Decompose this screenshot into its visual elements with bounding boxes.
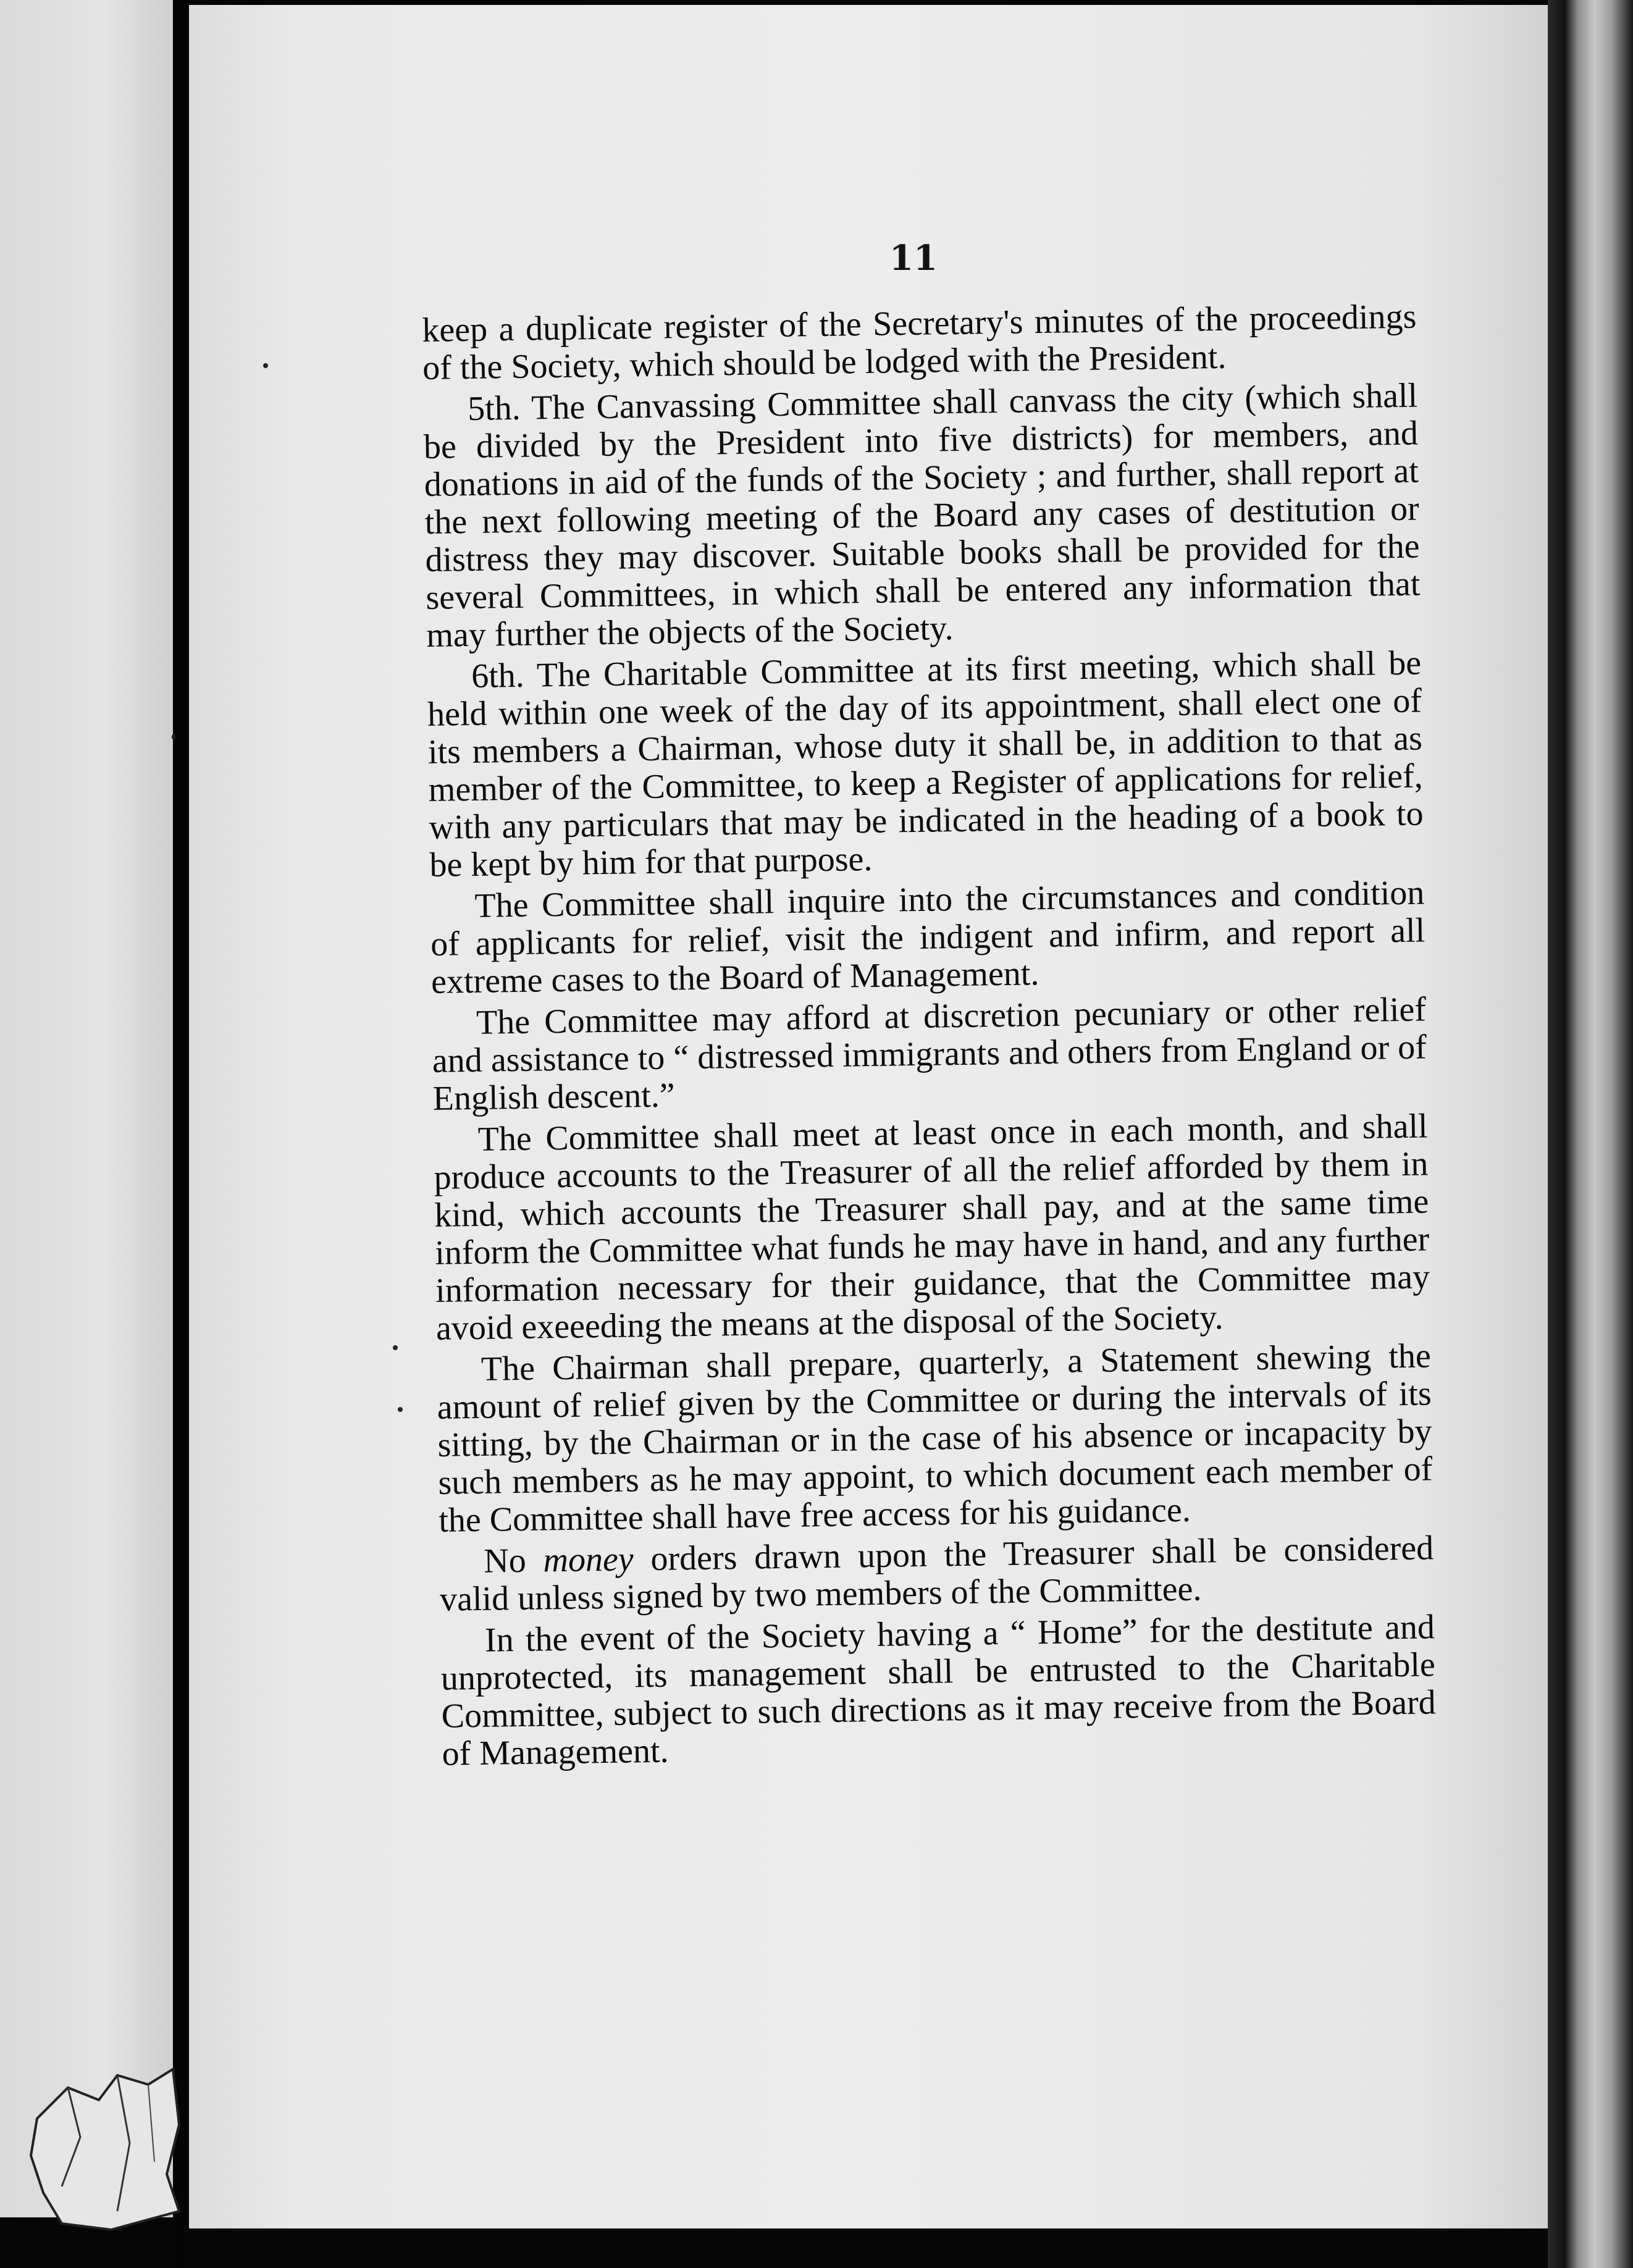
ink-speck xyxy=(398,1407,403,1412)
paragraph xyxy=(439,1529,1435,1618)
paragraph: keep a duplicate register of the Secretary's minutes of the proceedings of the Society, which should be lodged with the President. xyxy=(421,297,1417,387)
paragraph: The Committee shall inquire into the circumstances and condition of applicants for relief, visit the indigent and infirm, and report all extreme cases to the Board of Management. xyxy=(430,873,1425,1001)
paragraph: The Committee shall meet at least once in each month, and shall produce accounts to the Treasurer of all the relief afforded by them in kind, which accounts the Treasurer shall pay, and at the same time inform the Committee what funds he may have in hand, and any further information necessary for their guidance, that the Committee may avoid exeeeding the means at the disposal of the Society. xyxy=(434,1107,1430,1348)
paragraph: The Committee may afford at discretion pecuniary or other relief and assistance to “ distressed immigrants and others from England or of English descent.” xyxy=(432,990,1427,1118)
ink-speck xyxy=(263,363,268,368)
emphasized-word: money xyxy=(543,1540,634,1580)
page-number: 11 xyxy=(889,238,938,279)
ink-speck xyxy=(393,1345,398,1350)
ink-speck xyxy=(172,734,175,740)
paragraph: The Chairman shall prepare, quarterly, a Statement shewing the amount of relief given by the Committee or during the intervals of its sitting, by the Chairman or in the case of his absence or incapacity by such members as he may appoint, to which document each member of the Committee shall have free access for his guidance. xyxy=(437,1337,1433,1540)
paragraph: 6th. The Charitable Committee at its first meeting, which shall be held within one week of the day of its appointment, shall elect one of its members a Chairman, whose duty it shall be, in addition to that as member of the Committee, to keep a Register of applications for relief, with any particulars that may be indicated in the heading of a book to be kept by him for that purpose. xyxy=(427,644,1424,884)
paragraph-lead: No xyxy=(483,1541,544,1581)
paragraph: 5th. The Canvassing Committee shall canvass the city (which shall be divided by the President into five districts) for members, and donations in aid of the funds of the Society ; and further, shall report at the next following meeting of the Board any cases of destitution or distress they may discover. Suitable books shall be provided for the several Committees, in which shall be entered any information that may further the objects of the Society. xyxy=(423,376,1421,655)
binding-shadow xyxy=(173,0,189,2268)
paragraph-rest: orders drawn upon the Treasurer shall be considered valid unless signed by two members of the Committee. xyxy=(439,1529,1434,1619)
paragraph: In the event of the Society having a “ Home” for the destitute and unprotected, its management shall be entrusted to the Charitable Committee, subject to such directions as it may receive from the Board of Management. xyxy=(440,1608,1437,1773)
body-text xyxy=(422,298,1437,1777)
right-gutter-shadow xyxy=(1548,0,1633,2268)
torn-paper-corner xyxy=(25,2051,185,2236)
facing-page-edge xyxy=(0,0,173,2217)
